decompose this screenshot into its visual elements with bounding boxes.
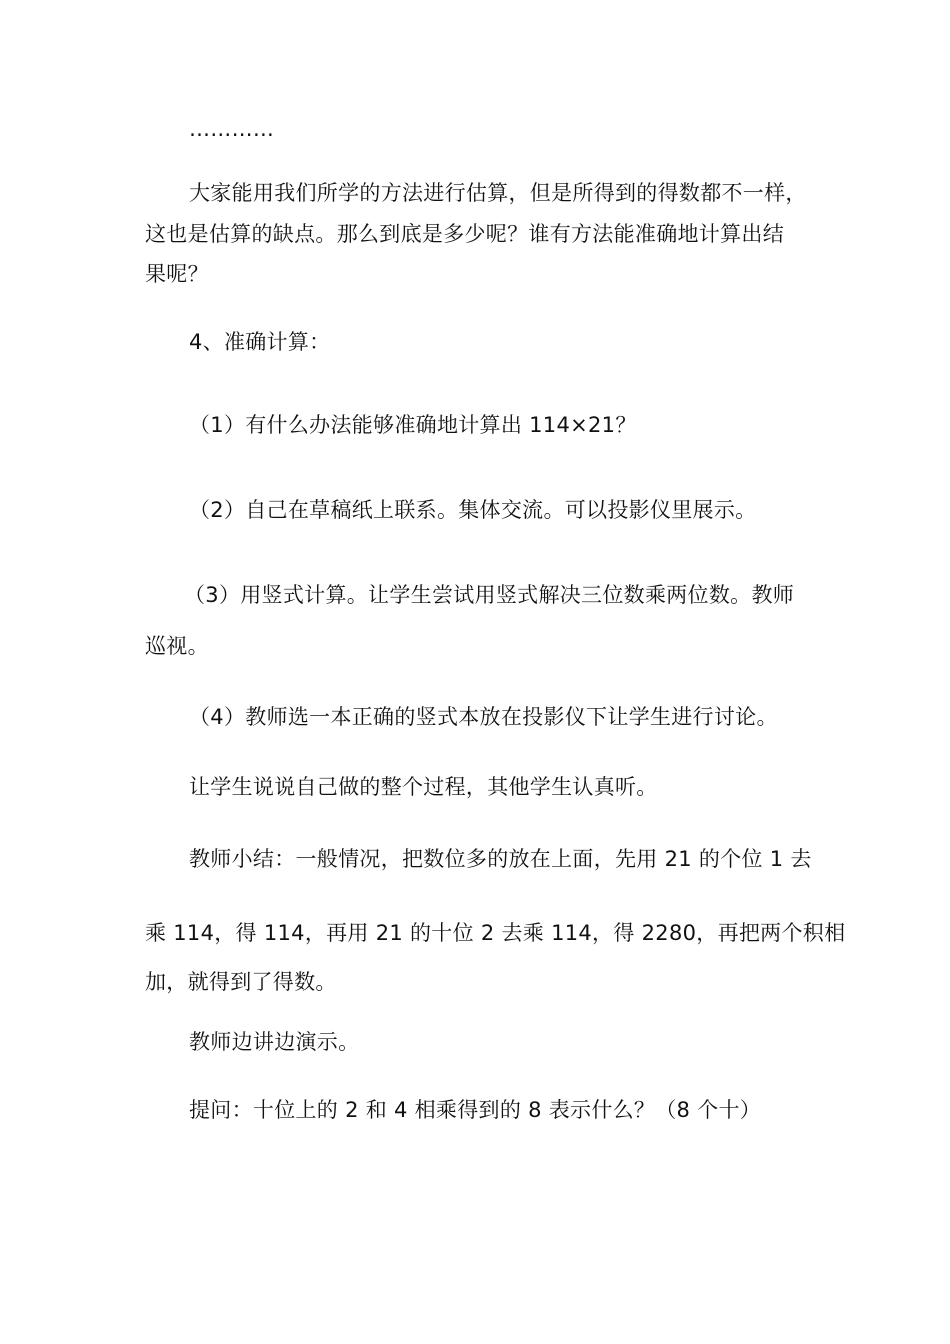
ellipsis-line: ………… — [189, 117, 275, 141]
list-item: （1）有什么办法能够准确地计算出 114×21？ — [189, 413, 637, 437]
paragraph-line: 教师小结：一般情况，把数位多的放在上面，先用 21 的个位 1 去 — [189, 847, 812, 871]
paragraph-line: 这也是估算的缺点。那么到底是多少呢？谁有方法能准确地计算出结 — [145, 222, 784, 246]
paragraph-line: 大家能用我们所学的方法进行估算，但是所得到的得数都不一样， — [189, 181, 807, 205]
list-item: （3）用竖式计算。让学生尝试用竖式解决三位数乘两位数。教师 — [184, 583, 795, 607]
paragraph-line: 提问：十位上的 2 和 4 相乘得到的 8 表示什么？（8 个十） — [189, 1098, 762, 1122]
paragraph-line: 乘 114，得 114，再用 21 的十位 2 去乘 114，得 2280，再把两个积相 — [145, 921, 846, 945]
paragraph-line: 教师边讲边演示。 — [189, 1030, 360, 1054]
paragraph-line: 果呢？ — [145, 262, 209, 286]
paragraph-line: 让学生说说自己做的整个过程，其他学生认真听。 — [189, 775, 658, 799]
list-item: （4）教师选一本正确的竖式本放在投影仪下让学生进行讨论。 — [189, 705, 778, 729]
paragraph-line: 加，就得到了得数。 — [145, 970, 337, 994]
paragraph-line: 巡视。 — [145, 634, 209, 658]
list-item: （2）自己在草稿纸上联系。集体交流。可以投影仪里展示。 — [189, 498, 757, 522]
section-heading: 4、准确计算： — [189, 330, 331, 354]
